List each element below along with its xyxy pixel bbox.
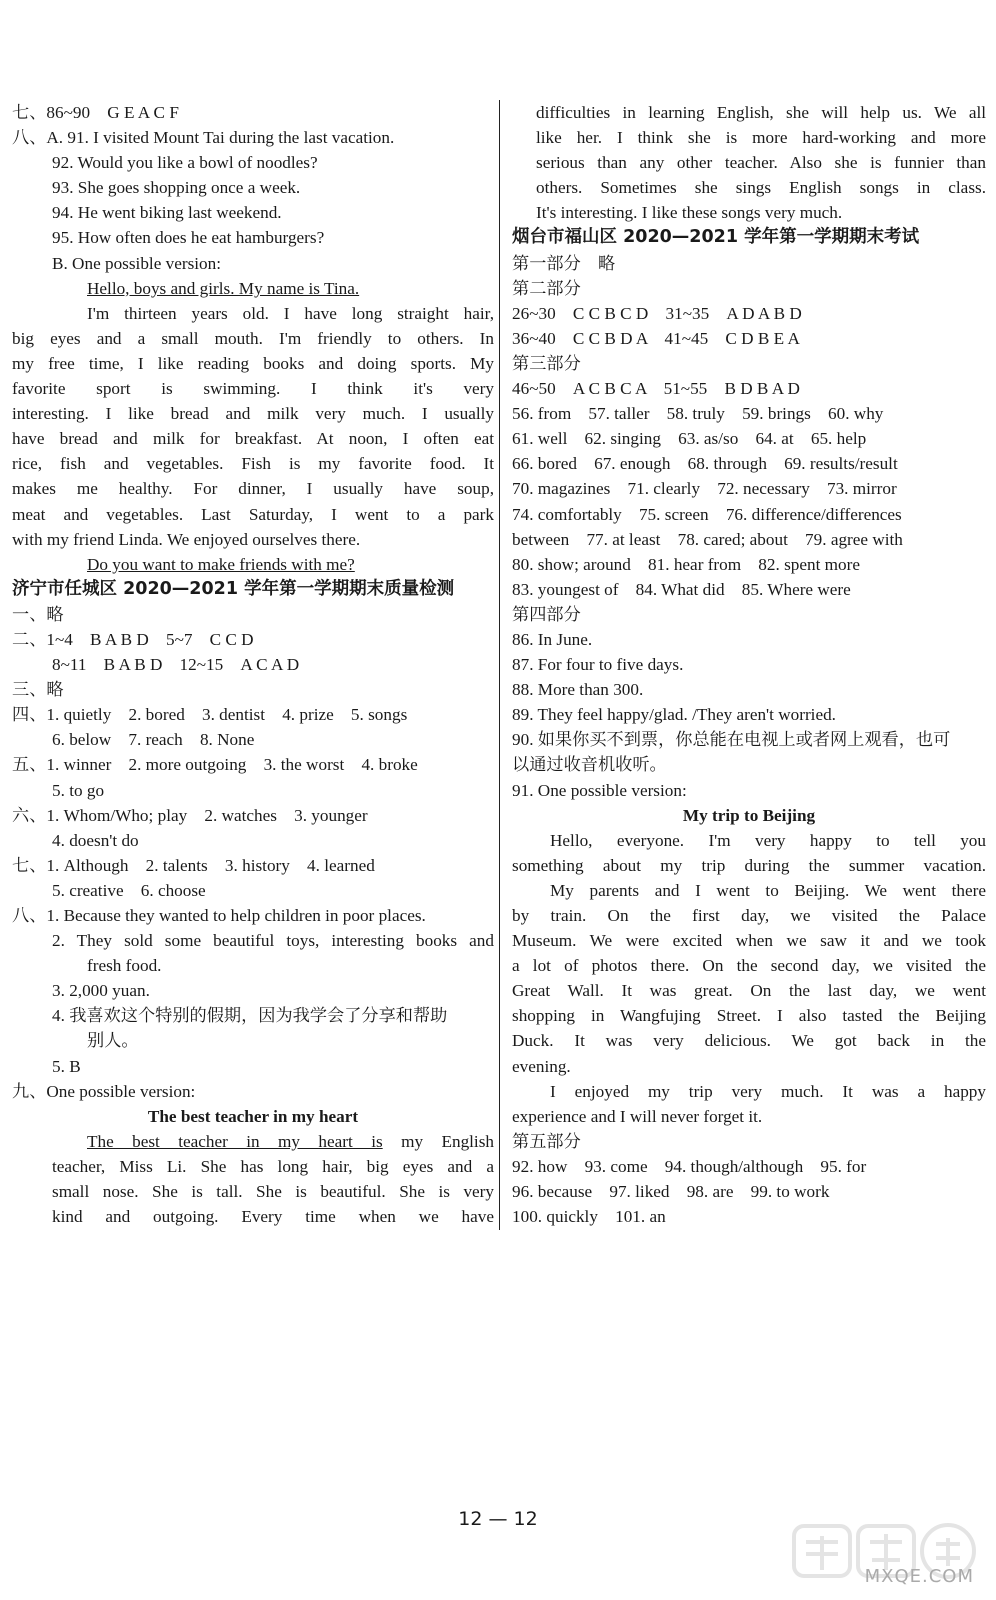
essay-title: The best teacher in my heart <box>147 1106 359 1126</box>
answer-line: 94. He went biking last weekend. <box>52 203 282 223</box>
answer-line: 96. because 97. liked 98. are 99. to work <box>512 1182 830 1202</box>
part-label: 第五部分 <box>512 1131 581 1151</box>
essay-line: difficulties in learning English, she will help us. We all <box>536 103 986 122</box>
answer-line: B. One possible version: <box>52 253 221 273</box>
answer-line: 100. quickly 101. an <box>512 1207 666 1227</box>
answer-line: 46~50 A C B C A 51~55 B D B A D <box>512 379 800 399</box>
answer-line: 90. 如果你买不到票，你总能在电视上或者网上观看，也可 <box>512 730 951 750</box>
answer-line: between 77. at least 78. cared; about 79. agree with <box>512 529 903 549</box>
answer-line: fresh food. <box>87 956 162 976</box>
essay-line: shopping in Wangfujing Street. I also tasted the Beijing <box>512 1006 986 1026</box>
essay-line: My parents and I went to Beijing. We went there <box>550 880 986 900</box>
right-column <box>512 100 986 1229</box>
essay-line: I enjoyed my trip very much. It was a happy <box>550 1081 986 1101</box>
section-heading: 烟台市福山区 2020—2021 学年第一学期期末考试 <box>512 227 920 248</box>
answer-line: 四、1. quietly 2. bored 3. dentist 4. prize 5. songs <box>12 705 408 725</box>
page-number: 12 — 12 <box>458 1508 538 1530</box>
essay-line: meat and vegetables. Last Saturday, I went to a park <box>12 504 494 524</box>
essay-closing: Do you want to make friends with me? <box>87 554 355 574</box>
answer-line: 66. bored 67. enough 68. through 69. results/result <box>512 454 898 474</box>
part-label: 第二部分 <box>512 278 581 298</box>
answer-line: 86. In June. <box>512 629 593 649</box>
essay-line: kind and outgoing. Every time when we have <box>52 1207 494 1227</box>
answer-line: 87. For four to five days. <box>512 655 684 675</box>
section-heading: 济宁市任城区 2020—2021 学年第一学期期末质量检测 <box>12 578 455 599</box>
essay-line: others. Sometimes she sings English songs in class. <box>536 178 986 198</box>
essay-line: small nose. She is tall. She is beautiful. She is very <box>52 1182 494 1202</box>
answer-line: 别人。 <box>87 1031 139 1051</box>
essay-title: My trip to Beijing <box>682 805 816 825</box>
answer-line: 5. to go <box>52 780 105 800</box>
essay-line: with my friend Linda. We enjoyed ourselves there. <box>12 529 361 549</box>
essay-line: experience and I will never forget it. <box>512 1106 763 1126</box>
answer-line: 36~40 C C B D A 41~45 C D B E A <box>512 328 800 348</box>
essay-line: big eyes and a small mouth. I'm friendly to others. In <box>12 328 494 348</box>
answer-line: 六、1. Whom/Who; play 2. watches 3. younger <box>12 805 368 825</box>
answer-line: 5. B <box>52 1056 81 1076</box>
answer-line: 4. 我喜欢这个特别的假期，因为我学会了分享和帮助 <box>52 1006 448 1026</box>
answer-line: 56. from 57. taller 58. truly 59. brings 60. why <box>512 404 884 424</box>
answer-line: 以通过收音机收听。 <box>512 755 667 775</box>
column-divider <box>499 100 500 1230</box>
answer-line: 八、A. 91. I visited Mount Tai during the last vacation. <box>12 128 395 148</box>
answer-line: 七、1. Although 2. talents 3. history 4. learned <box>12 855 375 875</box>
essay-line: Hello, everyone. I'm very happy to tell you <box>550 830 986 850</box>
essay-underlined-phrase: The best teacher in my heart is <box>87 1131 383 1151</box>
answer-line: 2. They sold some beautiful toys, interesting books and <box>52 931 494 951</box>
answer-line: 61. well 62. singing 63. as/so 64. at 65. help <box>512 429 867 449</box>
answer-line: 九、One possible version: <box>12 1081 196 1101</box>
essay-line: favorite sport is swimming. I think it's very <box>12 379 494 399</box>
essay-line: my free time, I like reading books and doing sports. My <box>12 353 494 373</box>
answer-line: 80. show; around 81. hear from 82. spent more <box>512 554 860 574</box>
essay-line: like her. I think she is more hard-working and more <box>536 128 986 148</box>
essay-line: rice, fish and vegetables. Fish is my favorite food. It <box>12 454 494 474</box>
answer-line: 八、1. Because they wanted to help children in poor places. <box>12 906 426 925</box>
answer-line: 74. comfortably 75. screen 76. difference/differences <box>512 504 902 524</box>
answer-line: 88. More than 300. <box>512 680 644 700</box>
answer-line: 93. She goes shopping once a week. <box>52 178 301 198</box>
answer-line: 3. 2,000 yuan. <box>52 981 150 1001</box>
essay-line: makes me healthy. For dinner, I usually have soup, <box>12 479 494 499</box>
essay-line: something about my trip during the summer vacation. <box>512 855 986 875</box>
essay-line: a lot of photos there. On the second day, we visited the <box>512 956 986 976</box>
answer-line: 七、86~90 G E A C F <box>12 103 179 122</box>
essay-line: evening. <box>512 1056 571 1076</box>
answer-line: 95. How often does he eat hamburgers? <box>52 228 325 248</box>
answer-line: 26~30 C C B C D 31~35 A D A B D <box>512 303 802 323</box>
answer-line: 二、1~4 B A B D 5~7 C C D <box>12 629 254 649</box>
watermark-text: MXQE.COM <box>864 1566 974 1587</box>
essay-line: have bread and milk for breakfast. At noon, I often eat <box>12 429 494 449</box>
left-column <box>12 100 494 1229</box>
essay-line: interesting. I like bread and milk very much. I usually <box>12 404 494 424</box>
essay-line <box>12 1129 494 1154</box>
answer-line: 89. They feel happy/glad. /They aren't worried. <box>512 705 836 725</box>
essay-line: Duck. It was very delicious. We got back in the <box>512 1031 986 1051</box>
answer-line: 5. creative 6. choose <box>52 880 206 900</box>
essay-line: by train. On the first day, we visited the Palace <box>512 906 986 925</box>
essay-phrase: my English <box>382 1131 494 1151</box>
answer-line: 4. doesn't do <box>52 830 139 850</box>
essay-line: teacher, Miss Li. She has long hair, big eyes and a <box>52 1156 494 1176</box>
answer-line: 83. youngest of 84. What did 85. Where were <box>512 579 851 599</box>
essay-line: It's interesting. I like these songs very much. <box>536 203 843 223</box>
answer-line: 一、略 <box>12 604 64 624</box>
answer-line: 五、1. winner 2. more outgoing 3. the worst 4. broke <box>12 755 418 775</box>
part-label: 第一部分 略 <box>512 253 616 273</box>
essay-line: serious than any other teacher. Also she is funnier than <box>536 153 986 173</box>
answer-line: 91. One possible version: <box>512 780 687 800</box>
essay-line: Great Wall. It was great. On the last day, we went <box>512 981 986 1001</box>
answer-line: 70. magazines 71. clearly 72. necessary 73. mirror <box>512 479 897 499</box>
answer-line: 6. below 7. reach 8. None <box>52 730 255 750</box>
answer-line: 8~11 B A B D 12~15 A C A D <box>52 655 300 675</box>
answer-line: 92. how 93. come 94. though/although 95. for <box>512 1156 867 1176</box>
essay-greeting: Hello, boys and girls. My name is Tina. <box>87 278 360 298</box>
part-label: 第三部分 <box>512 353 581 373</box>
essay-line: I'm thirteen years old. I have long straight hair, <box>87 303 494 323</box>
answer-line: 三、略 <box>12 680 64 700</box>
essay-line: Museum. We were excited when we saw it and we took <box>512 931 986 951</box>
part-label: 第四部分 <box>512 604 581 624</box>
answer-line: 92. Would you like a bowl of noodles? <box>52 153 318 173</box>
